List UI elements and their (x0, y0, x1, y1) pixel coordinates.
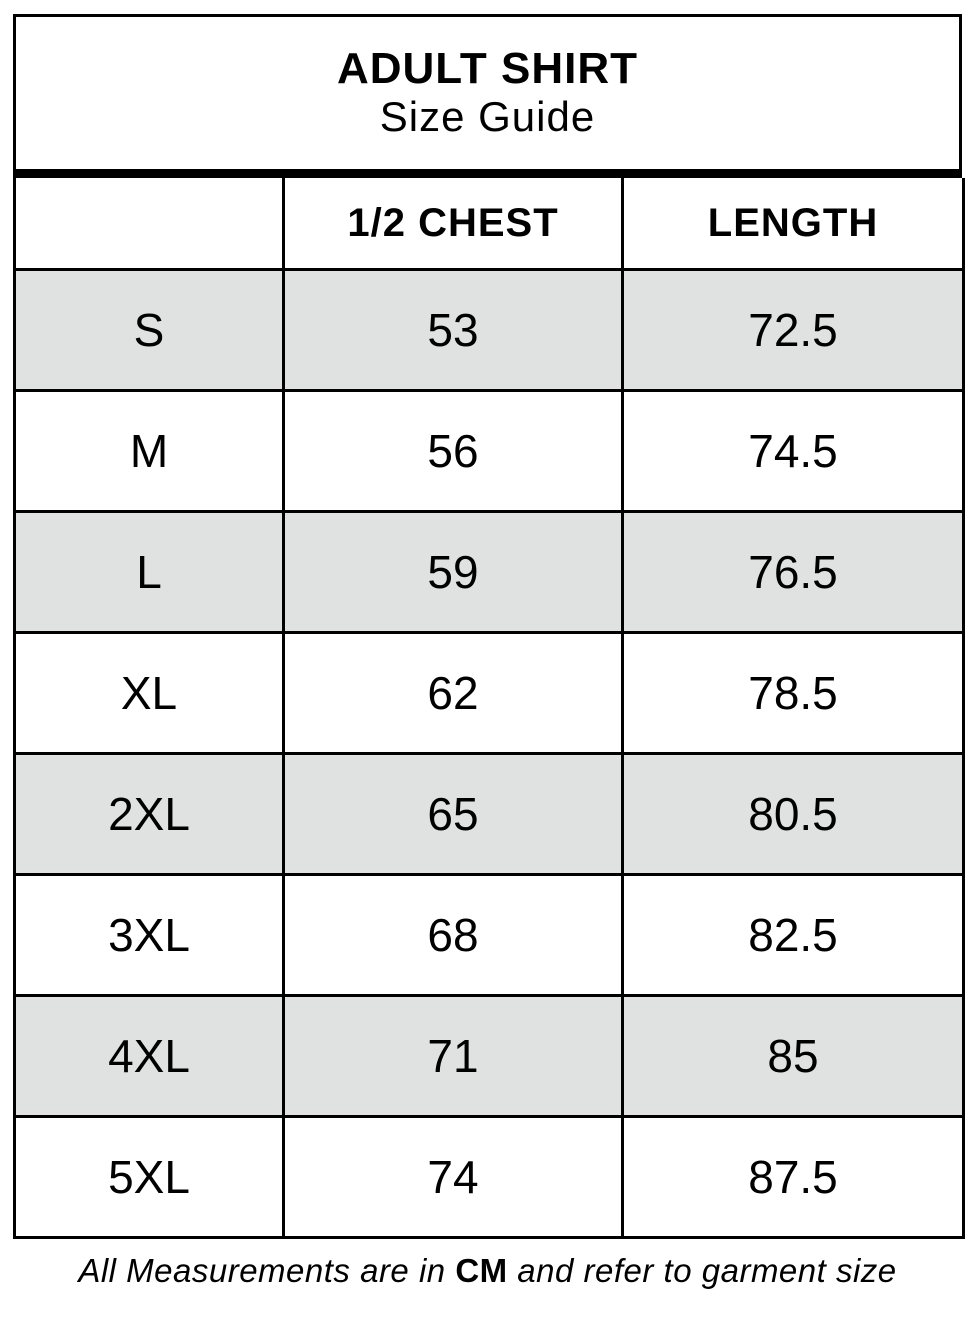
size-table (13, 178, 965, 1239)
length-cell: 82.5 (623, 875, 964, 996)
table-row (15, 270, 964, 391)
column-header-length: LENGTH (623, 178, 964, 270)
size-cell: 4XL (15, 996, 284, 1117)
size-cell: 2XL (15, 754, 284, 875)
half-chest-cell: 53 (284, 270, 623, 391)
column-header-size (15, 178, 284, 270)
size-cell: L (15, 512, 284, 633)
measurement-note (0, 1252, 975, 1290)
table-row (15, 875, 964, 996)
unit-label: CM (455, 1252, 508, 1289)
title-subtitle: Size Guide (379, 93, 596, 141)
table-row (15, 512, 964, 633)
note-prefix: All Measurements are in (78, 1252, 456, 1289)
half-chest-cell: 68 (284, 875, 623, 996)
table-row (15, 1117, 964, 1238)
table-row (15, 754, 964, 875)
half-chest-cell: 74 (284, 1117, 623, 1238)
table-header (15, 178, 964, 270)
half-chest-cell: 62 (284, 633, 623, 754)
length-cell: 78.5 (623, 633, 964, 754)
size-cell: 5XL (15, 1117, 284, 1238)
length-cell: 74.5 (623, 391, 964, 512)
length-cell: 87.5 (623, 1117, 964, 1238)
table-row (15, 633, 964, 754)
note-suffix: and refer to garment size (507, 1252, 897, 1289)
header-row (15, 178, 964, 270)
size-cell: M (15, 391, 284, 512)
half-chest-cell: 71 (284, 996, 623, 1117)
size-cell: XL (15, 633, 284, 754)
table-row (15, 996, 964, 1117)
size-guide (13, 14, 962, 1239)
half-chest-cell: 56 (284, 391, 623, 512)
length-cell: 72.5 (623, 270, 964, 391)
length-cell: 80.5 (623, 754, 964, 875)
size-cell: S (15, 270, 284, 391)
half-chest-cell: 59 (284, 512, 623, 633)
table-row (15, 391, 964, 512)
length-cell: 76.5 (623, 512, 964, 633)
title-product: ADULT SHIRT (336, 43, 639, 93)
table-title (13, 14, 962, 178)
length-cell: 85 (623, 996, 964, 1117)
column-header-half-chest: 1/2 CHEST (284, 178, 623, 270)
size-cell: 3XL (15, 875, 284, 996)
table-body (15, 270, 964, 1238)
half-chest-cell: 65 (284, 754, 623, 875)
